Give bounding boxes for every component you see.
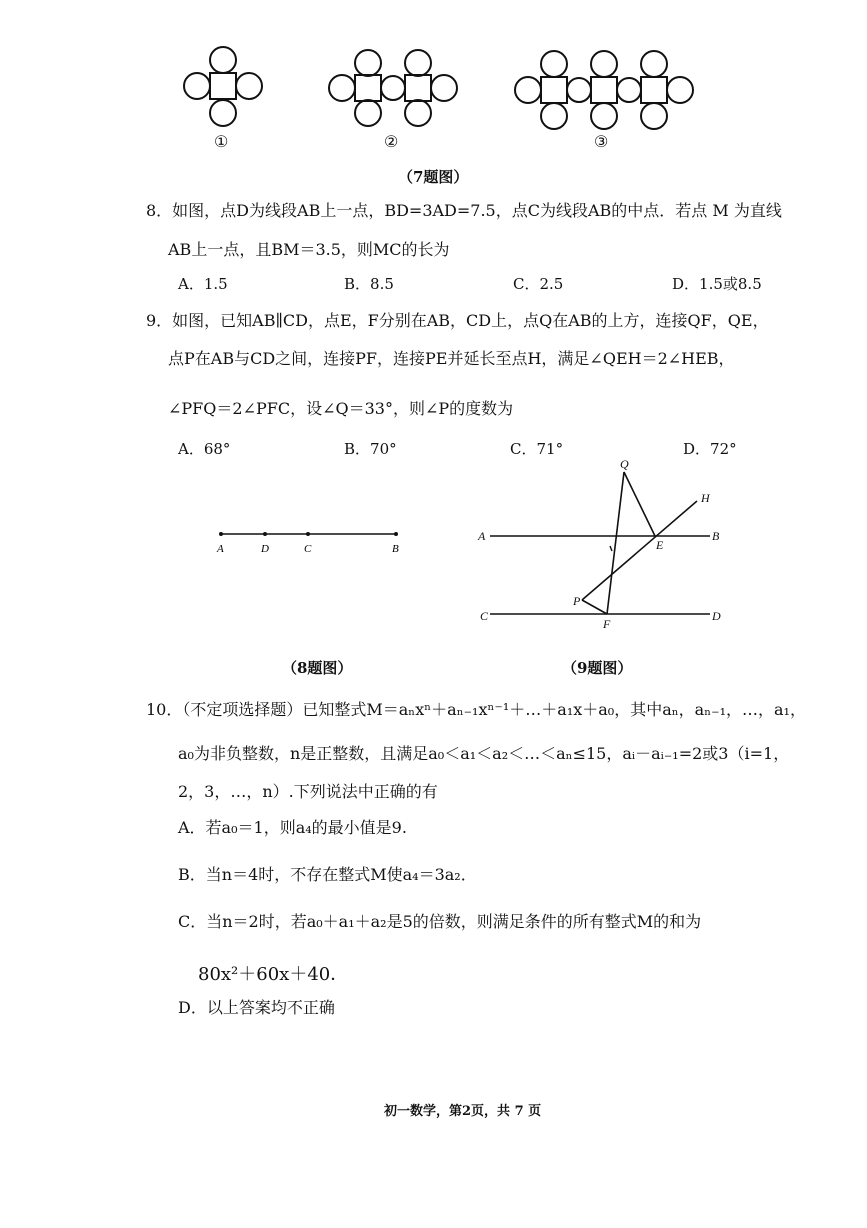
- fig8-caption: （8题图）: [282, 659, 353, 677]
- label-c: C: [304, 543, 312, 555]
- q8-option-b: B．8.5: [344, 275, 394, 293]
- segment-pf: [582, 600, 607, 614]
- q10-line2: a₀为非负整数，n是正整数，且满足a₀＜a₁＜a₂＜…＜aₙ≤15，aᵢ－aᵢ₋₁=2或3（i=1，: [178, 744, 790, 763]
- pattern-3: [515, 51, 693, 129]
- q10-line3: 2，3，…，n）.下列说法中正确的有: [178, 782, 438, 801]
- q10-option-b: B．当n＝4时，不存在整式M使a₄＝3a₂．: [178, 865, 477, 884]
- q9-option-d: D．72°: [683, 440, 737, 458]
- label-b9: B: [712, 529, 720, 543]
- segment-qe: [624, 472, 655, 536]
- page-footer: 初一数学，第2页，共 7 页: [384, 1104, 542, 1119]
- point-b: [394, 532, 398, 536]
- q9-option-c: C．71°: [510, 440, 564, 458]
- figure-8: [200, 520, 420, 560]
- fig7-label-3: ③: [594, 132, 609, 151]
- q9-option-b: B．70°: [344, 440, 397, 458]
- q10-option-a: A．若a₀＝1，则a₄的最小值是9.: [178, 818, 407, 837]
- figure-9: [460, 450, 750, 640]
- fig7-label-1: ①: [214, 132, 229, 151]
- label-p: P: [573, 594, 581, 608]
- label-d: D: [261, 543, 269, 555]
- q9-line1: 9．如图，已知AB∥CD，点E，F分别在AB，CD上，点Q在AB的上方，连接QF，QE，: [146, 311, 769, 330]
- label-f: F: [603, 617, 611, 631]
- q8-line2: AB上一点，且BM＝3.5，则MC的长为: [168, 240, 450, 259]
- fig9-caption: （9题图）: [562, 659, 633, 677]
- q10-option-d: D．以上答案均不正确: [178, 998, 335, 1017]
- q9-option-a: A．68°: [178, 440, 231, 458]
- label-c9: C: [480, 609, 489, 623]
- q10-option-c: C．当n＝2时，若a₀＋a₁＋a₂是5的倍数，则满足条件的所有整式M的和为: [178, 912, 702, 931]
- fig7-caption: （7题图）: [398, 168, 469, 186]
- label-q: Q: [620, 457, 629, 471]
- q10-line1: 10．（不定项选择题）已知整式M＝aₙxⁿ＋aₙ₋₁xⁿ⁻¹＋…＋a₁x＋a₀，其中aₙ，aₙ₋₁，…，a₁，: [146, 700, 806, 719]
- point-c: [306, 532, 310, 536]
- label-d9: D: [712, 609, 721, 623]
- segment-qf: [607, 472, 624, 614]
- pattern-2: [329, 50, 457, 126]
- q9-line2: 点P在AB与CD之间，连接PF，连接PE并延长至点H，满足∠QEH＝2∠HEB，: [168, 349, 735, 368]
- pattern-1: [184, 47, 262, 126]
- label-a: A: [217, 543, 224, 555]
- point-a: [219, 532, 223, 536]
- q8-option-c: C．2.5: [513, 275, 564, 293]
- q8-option-d: D．1.5或8.5: [672, 275, 762, 293]
- q9-line3: ∠PFQ＝2∠PFC，设∠Q＝33°，则∠P的度数为: [168, 399, 514, 418]
- q8-option-a: A．1.5: [178, 275, 228, 293]
- q10-option-c-expr: 80x²＋60x＋40．: [198, 964, 349, 985]
- label-b: B: [392, 543, 399, 555]
- point-d: [263, 532, 267, 536]
- label-h: H: [701, 491, 710, 505]
- figure-7: [0, 0, 867, 160]
- fig7-label-2: ②: [384, 132, 399, 151]
- segment-ph: [582, 501, 697, 600]
- label-a9: A: [478, 529, 486, 543]
- label-e: E: [656, 538, 664, 552]
- q8-line1: 8．如图，点D为线段AB上一点，BD=3AD=7.5，点C为线段AB的中点．若点 M 为直线: [146, 201, 782, 220]
